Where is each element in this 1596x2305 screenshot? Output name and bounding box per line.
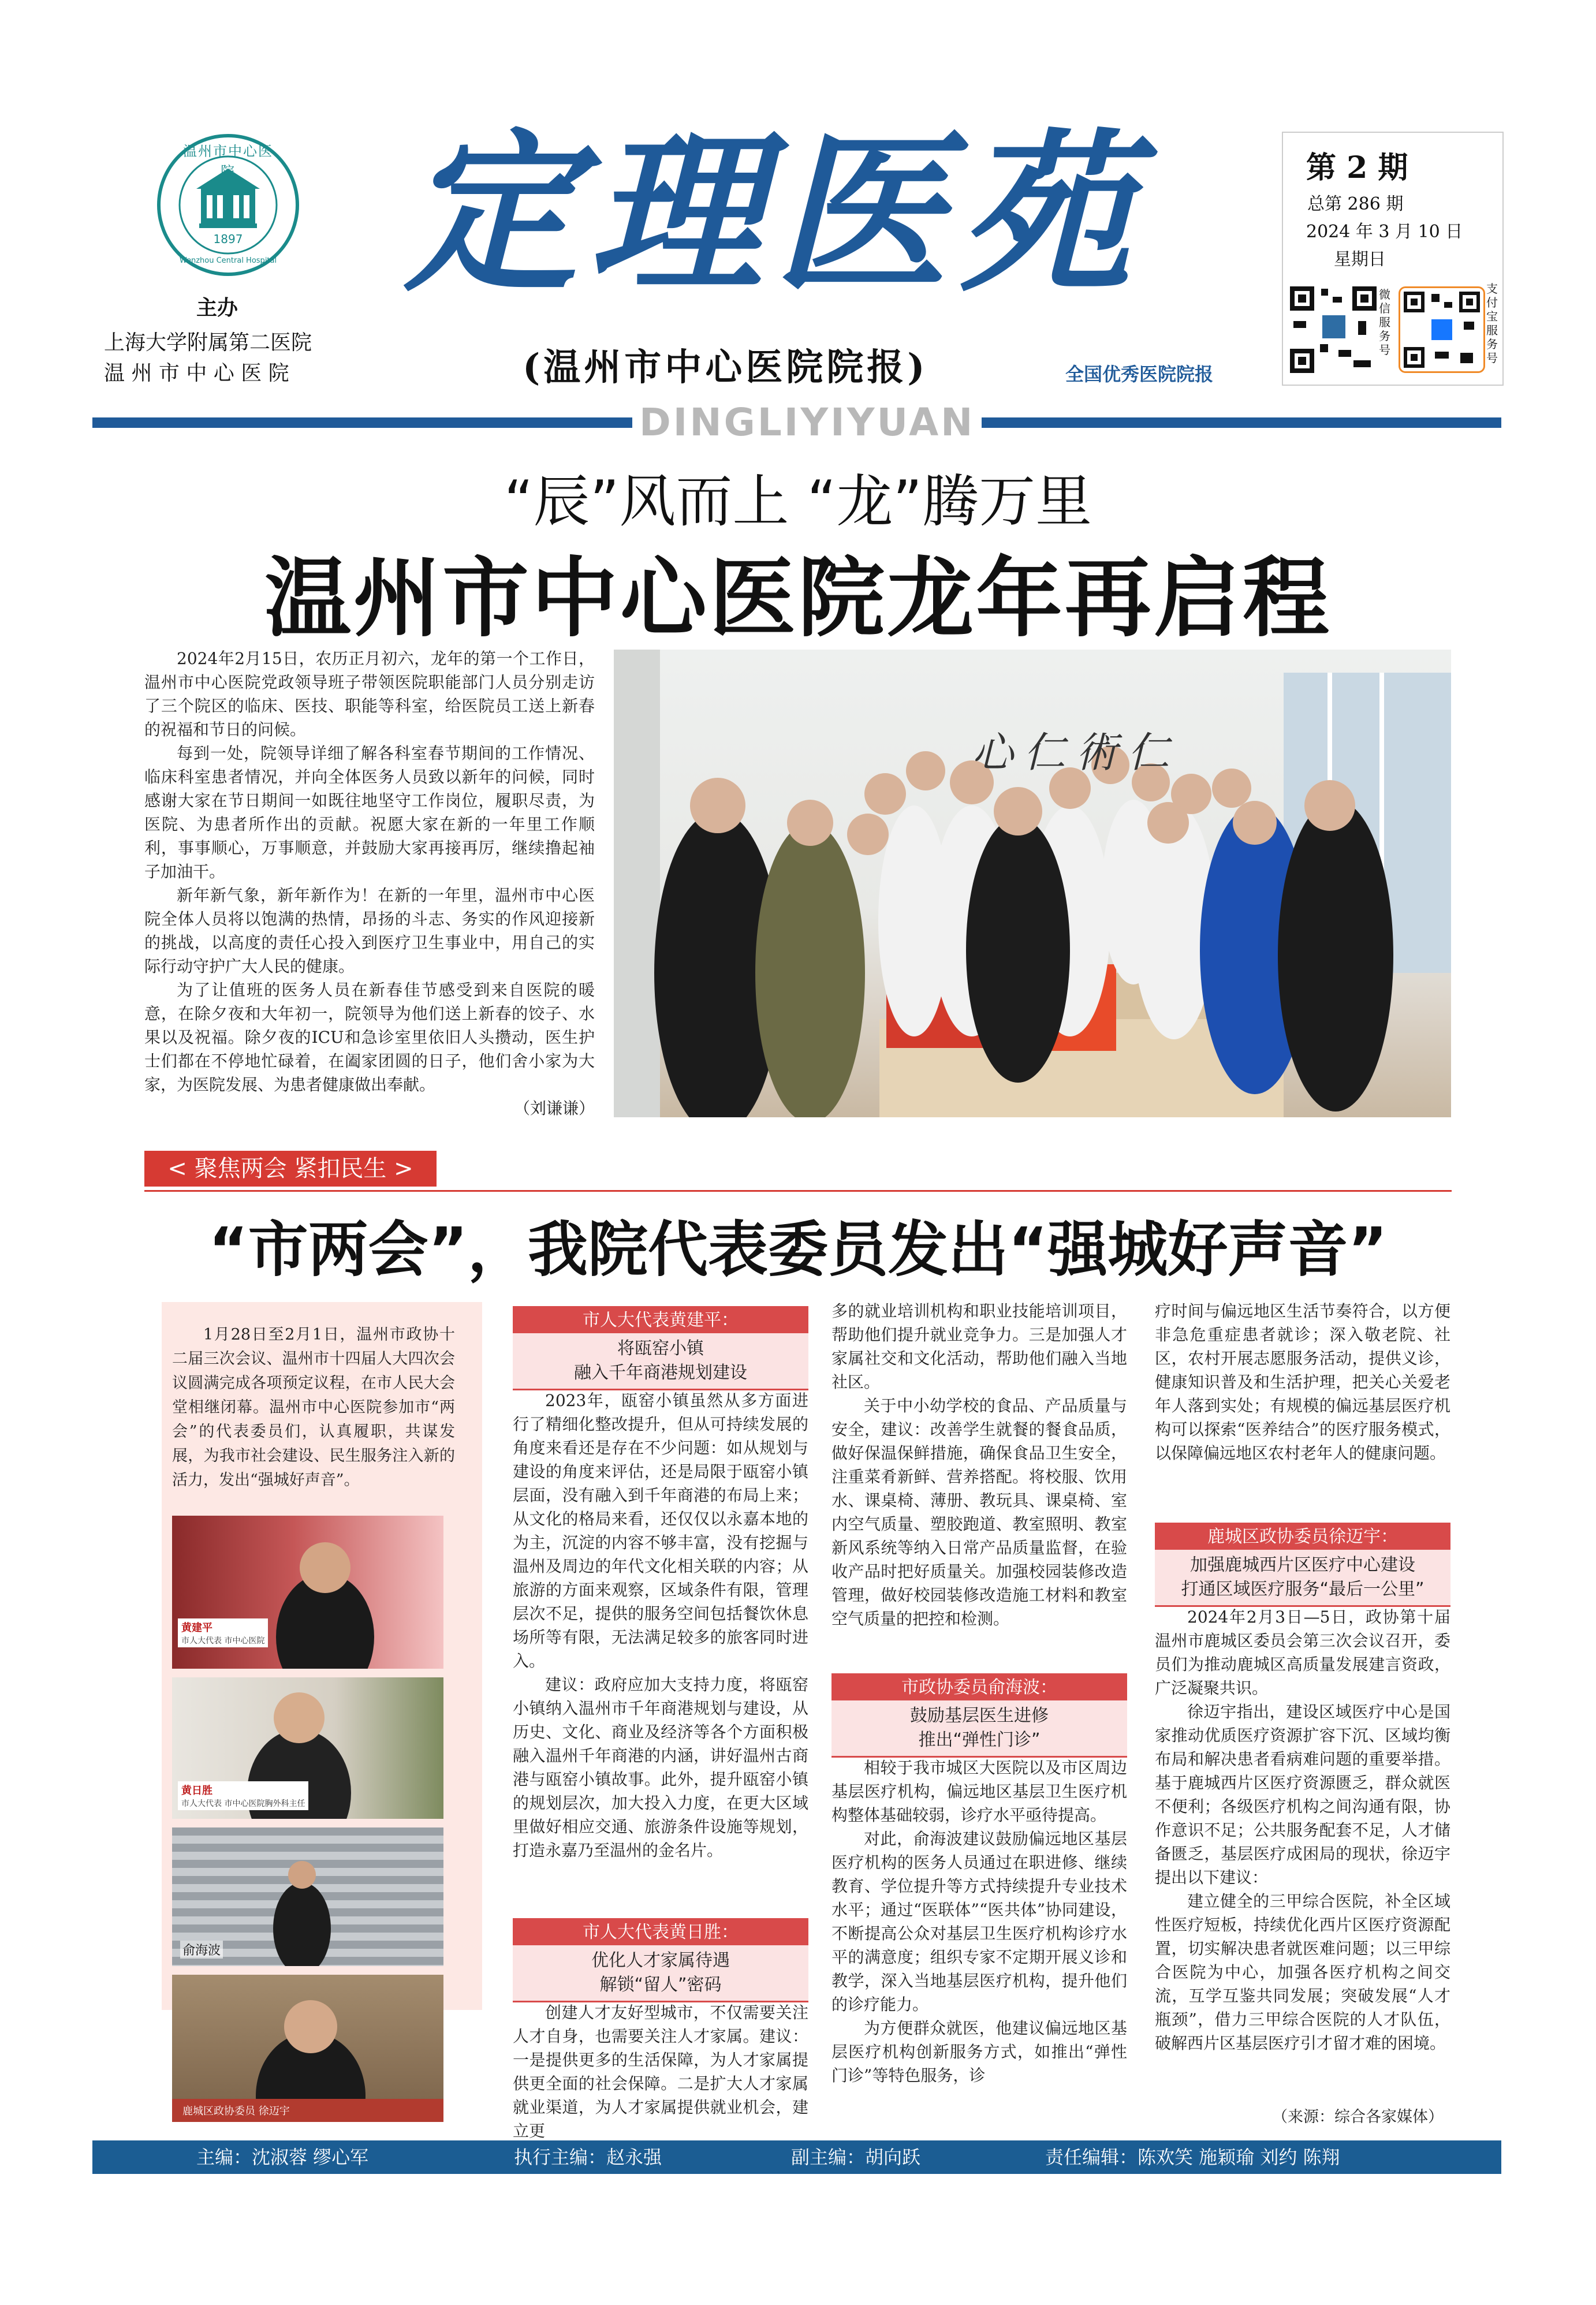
sponsor-label: 主办: [196, 296, 238, 320]
subhead-huang-risheng: [513, 1918, 808, 2002]
masthead-pinyin: DINGLIYIYUAN: [632, 400, 982, 445]
issue-date: 2024 年 3 月 10 日: [1306, 222, 1463, 242]
subhead-bar: 市人大代表黄建平：: [513, 1308, 808, 1333]
delegate-photo-huang-jianping: [172, 1516, 443, 1669]
lead-article: [144, 647, 595, 1120]
article-paragraph: 多的就业培训机构和职业技能培训项目，帮助他们提升就业竞争力。三是加强人才家属社交和文化活动，帮助他们融入当地社区。: [831, 1301, 1127, 1392]
lead-photo-calligraphy: 心仁術仁: [972, 728, 1180, 777]
section-intro-corner: [150, 1302, 162, 2010]
photo-caption-name: 黄建平: [181, 1622, 212, 1634]
photo-caption: [178, 1618, 268, 1647]
photo-caption-name: 俞海波: [180, 1941, 223, 1959]
photo-caption-sub: 市人大代表 市中心医院: [181, 1636, 265, 1646]
article-huang-risheng: [513, 2001, 808, 2143]
section-rule: [144, 1190, 1452, 1192]
article-paragraph: 对此，俞海波建议鼓励偏远地区基层医疗机构的医务人员通过在职进修、继续教育、学位提升等方式持续提升专业技术水平；通过“医联体”“医共体”协同建设，不断提高公众对基层卫生医疗机构诊疗水平的满意度；组织专家不定期开展义诊和教学，深入当地基层医疗机构，提升他们的诊疗能力。: [831, 1829, 1127, 2014]
article-yu-haibo: [831, 1756, 1127, 2087]
logo-text-top: 温州市中心医院: [183, 143, 273, 180]
footer-exec-editor: 执行主编：赵永强: [514, 2146, 662, 2168]
lead-paragraph: 新年新气象，新年新作为！在新的一年里，温州市中心医院全体人员将以饱满的热情，昂扬的斗志、务实的作风迎接新的挑战，以高度的责任心投入到医疗卫生事业中，用自己的实际行动守护广大人民的健康。: [144, 886, 595, 976]
article-paragraph: 2023年，瓯窑小镇虽然从多方面进行了精细化整改提升，但从可持续发展的角度来看还是存在不少问题：如从规划与建设的角度来评估，还是局限于瓯窑小镇层面，没有融入到千年商港的布局上来；从文化的格局来看，还仅仅以永嘉本地的为主，沉淀的内容不够丰富，没有挖掘与温州及周边的年代文化相关联的内容；从旅游的方面来观察，区域条件有限，管理层次不足，提供的服务空间包括餐饮休息场所等有限，无法满足较多的旅客同时进入。: [513, 1391, 808, 1670]
article-huang-jianping: [513, 1389, 808, 1862]
lead-paragraph: 2024年2月15日，农历正月初六，龙年的第一个工作日，温州市中心医院党政领导班子带领医院职能部门人员分别走访了三个院区的临床、医技、职能等科室，给医院员工送上新春的祝福和节日的问候。: [144, 649, 595, 739]
article-paragraph: 相较于我市城区大医院以及市区周边基层医疗机构，偏远地区基层卫生医疗机构整体基础较弱，诊疗水平亟待提高。: [831, 1758, 1127, 1825]
article-paragraph: 创建人才友好型城市，不仅需要关注人才自身，也需要关注人才家属。建议：一是提供更多的生活保障，为人才家属提供更全面的社会保障。二是扩大人才家属就业渠道，为人才家属提供就业机会，建立更: [513, 2003, 808, 2140]
subhead-yu-haibo: [831, 1673, 1127, 1758]
footer-chief-editor: 主编：沈淑蓉 缪心军: [196, 2146, 369, 2168]
subhead-line: 打通区域医疗服务“最后一公里”: [1181, 1579, 1425, 1599]
subhead-line: 鼓励基层医生进修: [910, 1706, 1049, 1726]
article-paragraph: 疗时间与偏远地区生活节奏符合，以方便非急危重症患者就诊；深入敬老院、社区，农村开展志愿服务活动，提供义诊，健康知识普及和生活护理，把关心关爱老年人落到实处；有规模的偏远基层医疗机构可以探索“医养结合”的医疗服务模式，以保障偏远地区农村老年人的健康问题。: [1155, 1301, 1450, 1463]
subhead-huang-jianping: [513, 1306, 808, 1390]
photo-caption-sub: 鹿城区政协委员 徐迈宇: [182, 2105, 290, 2117]
article-yu-haibo-cont: [1155, 1299, 1450, 1465]
footer-deputy-editor: 副主编：胡向跃: [791, 2146, 921, 2168]
article-paragraph: 徐迈宇指出，建设区域医疗中心是国家推动优质医疗资源扩容下沉、区域均衡布局和解决患者看病难问题的重要举措。基于鹿城西片区医疗资源匮乏，群众就医不便利；各级医疗机构之间沟通有限，协作意识不足；公共服务配套不足，人才储备匮乏，基层医疗成困局的现状，徐迈宇提出以下建议：: [1155, 1702, 1450, 1887]
section-intro-text: 1月28日至2月1日，温州市政协十二届三次会议、温州市十四届人大四次会议圆满完成各项预定议程，在市人民大会堂相继闭幕。温州市中心医院参加市“两会”的代表委员们，认真履职，共谋发展，为我市社会建设、民生服务注入新的活力，发出“强城好声音”。: [172, 1326, 455, 1489]
logo-year: 1897: [213, 232, 243, 246]
masthead-title-calligraphy: 定理医苑: [404, 111, 1143, 315]
total-issue: 总第 286 期: [1307, 194, 1404, 214]
article-huang-risheng-cont: [831, 1299, 1127, 1631]
issue-box: [1282, 132, 1504, 386]
logo-text-ring: Wenzhou Central Hospital: [179, 256, 277, 265]
article-paragraph: 建立健全的三甲综合医院，补全区域性医疗短板，持续优化西片区医疗资源配置，切实解决患者就医难问题；以三甲综合医院为中心，加强各医疗机构之间交流，互学互鉴共同发展；突破发展“人才瓶颈”，借力三甲综合医院的人才队伍，破解西片区基层医疗引才留才难的困境。: [1155, 1892, 1450, 2053]
article-paragraph: 建议：政府应加大支持力度，将瓯窑小镇纳入温州市千年商港规划与建设，从历史、文化、商业及经济等各个方面积极融入温州千年商港的内涵，讲好温州古商港与瓯窑小镇故事。此外，提升瓯窑小镇的规划层次，加大投入力度，在更大区域里做好相应交通、旅游条件设施等规划，打造永嘉乃至温州的金名片。: [513, 1675, 808, 1860]
photo-caption-sub: 市人大代表 市中心医院胸外科主任: [181, 1799, 305, 1808]
subhead-line: 解锁“留人”密码: [599, 1975, 722, 1995]
lead-group-photo: [614, 650, 1451, 1117]
article-paragraph: 2024年2月3日—5日，政协第十届温州市鹿城区委员会第三次会议召开，委员们为推动鹿城区高质量发展建言资政，广泛凝聚共识。: [1155, 1607, 1450, 1698]
footer-resp-editor: 责任编辑：陈欢笑 施颖瑜 刘约 陈翔: [1045, 2146, 1340, 2168]
section-source: （来源：综合各家媒体）: [1272, 2108, 1444, 2126]
lead-paragraph: 为了让值班的医务人员在新春佳节感受到来自医院的暖意，在除夕夜和大年初一，院领导为他们送上新春的饺子、水果以及祝福。除夕夜的ICU和急诊室里依旧人头攒动，医生护士们都在不停地忙碌着，在阖家团圆的日子，他们舍小家为大家，为医院发展、为患者健康做出奉献。: [144, 980, 595, 1094]
delegate-photo-xu-maiyu: [172, 1975, 443, 2122]
article-paragraph: 为方便群众就医，他建议偏远地区基层医疗机构创新服务方式，如推出“弹性门诊”等特色服务，诊: [831, 2019, 1127, 2085]
subhead-line: 融入千年商港规划建设: [574, 1363, 747, 1383]
lead-headline: 温州市中心医院龙年再启程: [264, 549, 1332, 649]
photo-caption-name: 黄日胜: [181, 1785, 212, 1797]
subhead-line: 加强鹿城西片区医疗中心建设: [1190, 1555, 1415, 1575]
subhead-bar: 市人大代表黄日胜：: [513, 1920, 808, 1945]
subhead-xu-maiyu: [1155, 1523, 1450, 1607]
masthead-award: 全国优秀医院院报: [1065, 363, 1214, 385]
issue-number: 第 2 期: [1306, 150, 1408, 185]
section-intro: [172, 1323, 455, 1493]
footer-bar: [92, 2140, 1501, 2174]
hospital-logo: [156, 133, 300, 277]
sponsor-line2: 温 州 市 中 心 医 院: [104, 361, 289, 385]
subhead-bar: 鹿城区政协委员徐迈宇：: [1155, 1524, 1450, 1550]
sponsor-line1: 上海大学附属第二医院: [104, 331, 312, 355]
delegate-photo-yu-haibo: [172, 1827, 443, 1966]
delegate-photo-huang-risheng: [172, 1677, 443, 1819]
wechat-qr-label: 微信服务号: [1379, 288, 1390, 357]
masthead-subtitle: (温州市中心医院院报): [523, 346, 928, 389]
article-xu-maiyu: [1155, 1605, 1450, 2055]
photo-caption: [178, 1781, 308, 1810]
alipay-qr-code[interactable]: [1399, 286, 1485, 373]
subhead-line: 将瓯窑小镇: [617, 1338, 704, 1359]
subhead-bar: 市政协委员俞海波：: [831, 1675, 1127, 1700]
lead-kicker: “辰”风而上 “龙”腾万里: [504, 469, 1092, 535]
section-tag: < 聚焦两会 紧扣民生 >: [144, 1151, 437, 1187]
alipay-qr-label: 支付宝服务号: [1486, 282, 1498, 365]
lead-author: （刘谦谦）: [513, 1099, 595, 1118]
issue-weekday: 星期日: [1334, 249, 1386, 270]
lead-paragraph: 每到一处，院领导详细了解各科室春节期间的工作情况、临床科室患者情况，并向全体医务人员致以新年的问候，同时感谢大家在节日期间一如既往地坚守工作岗位，履职尽责，为医院、为患者所作出的贡献。祝愿大家在新的一年里工作顺利，事事顺心，万事顺意，并鼓励大家再接再厉，继续撸起袖子加油干。: [144, 744, 595, 881]
subhead-line: 推出“弹性门诊”: [918, 1730, 1041, 1750]
article-paragraph: 关于中小幼学校的食品、产品质量与安全，建议：改善学生就餐的餐食品质，做好保温保鲜措施，确保食品卫生安全，注重菜肴新鲜、营养搭配。将校服、饮用水、课桌椅、薄册、教玩具、课桌椅、室内空气质量、塑胶跑道、教室照明、教室新风系统等纳入日常产品质量监督，在验收产品时把好质量关。加强校园装修改造管理，做好校园装修改造施工材料和教室空气质量的把控和检测。: [831, 1396, 1127, 1628]
subhead-line: 优化人才家属待遇: [591, 1950, 730, 1971]
wechat-qr-code[interactable]: [1290, 286, 1377, 373]
section-headline: “市两会”，我院代表委员发出“强城好声音”: [208, 1214, 1388, 1285]
